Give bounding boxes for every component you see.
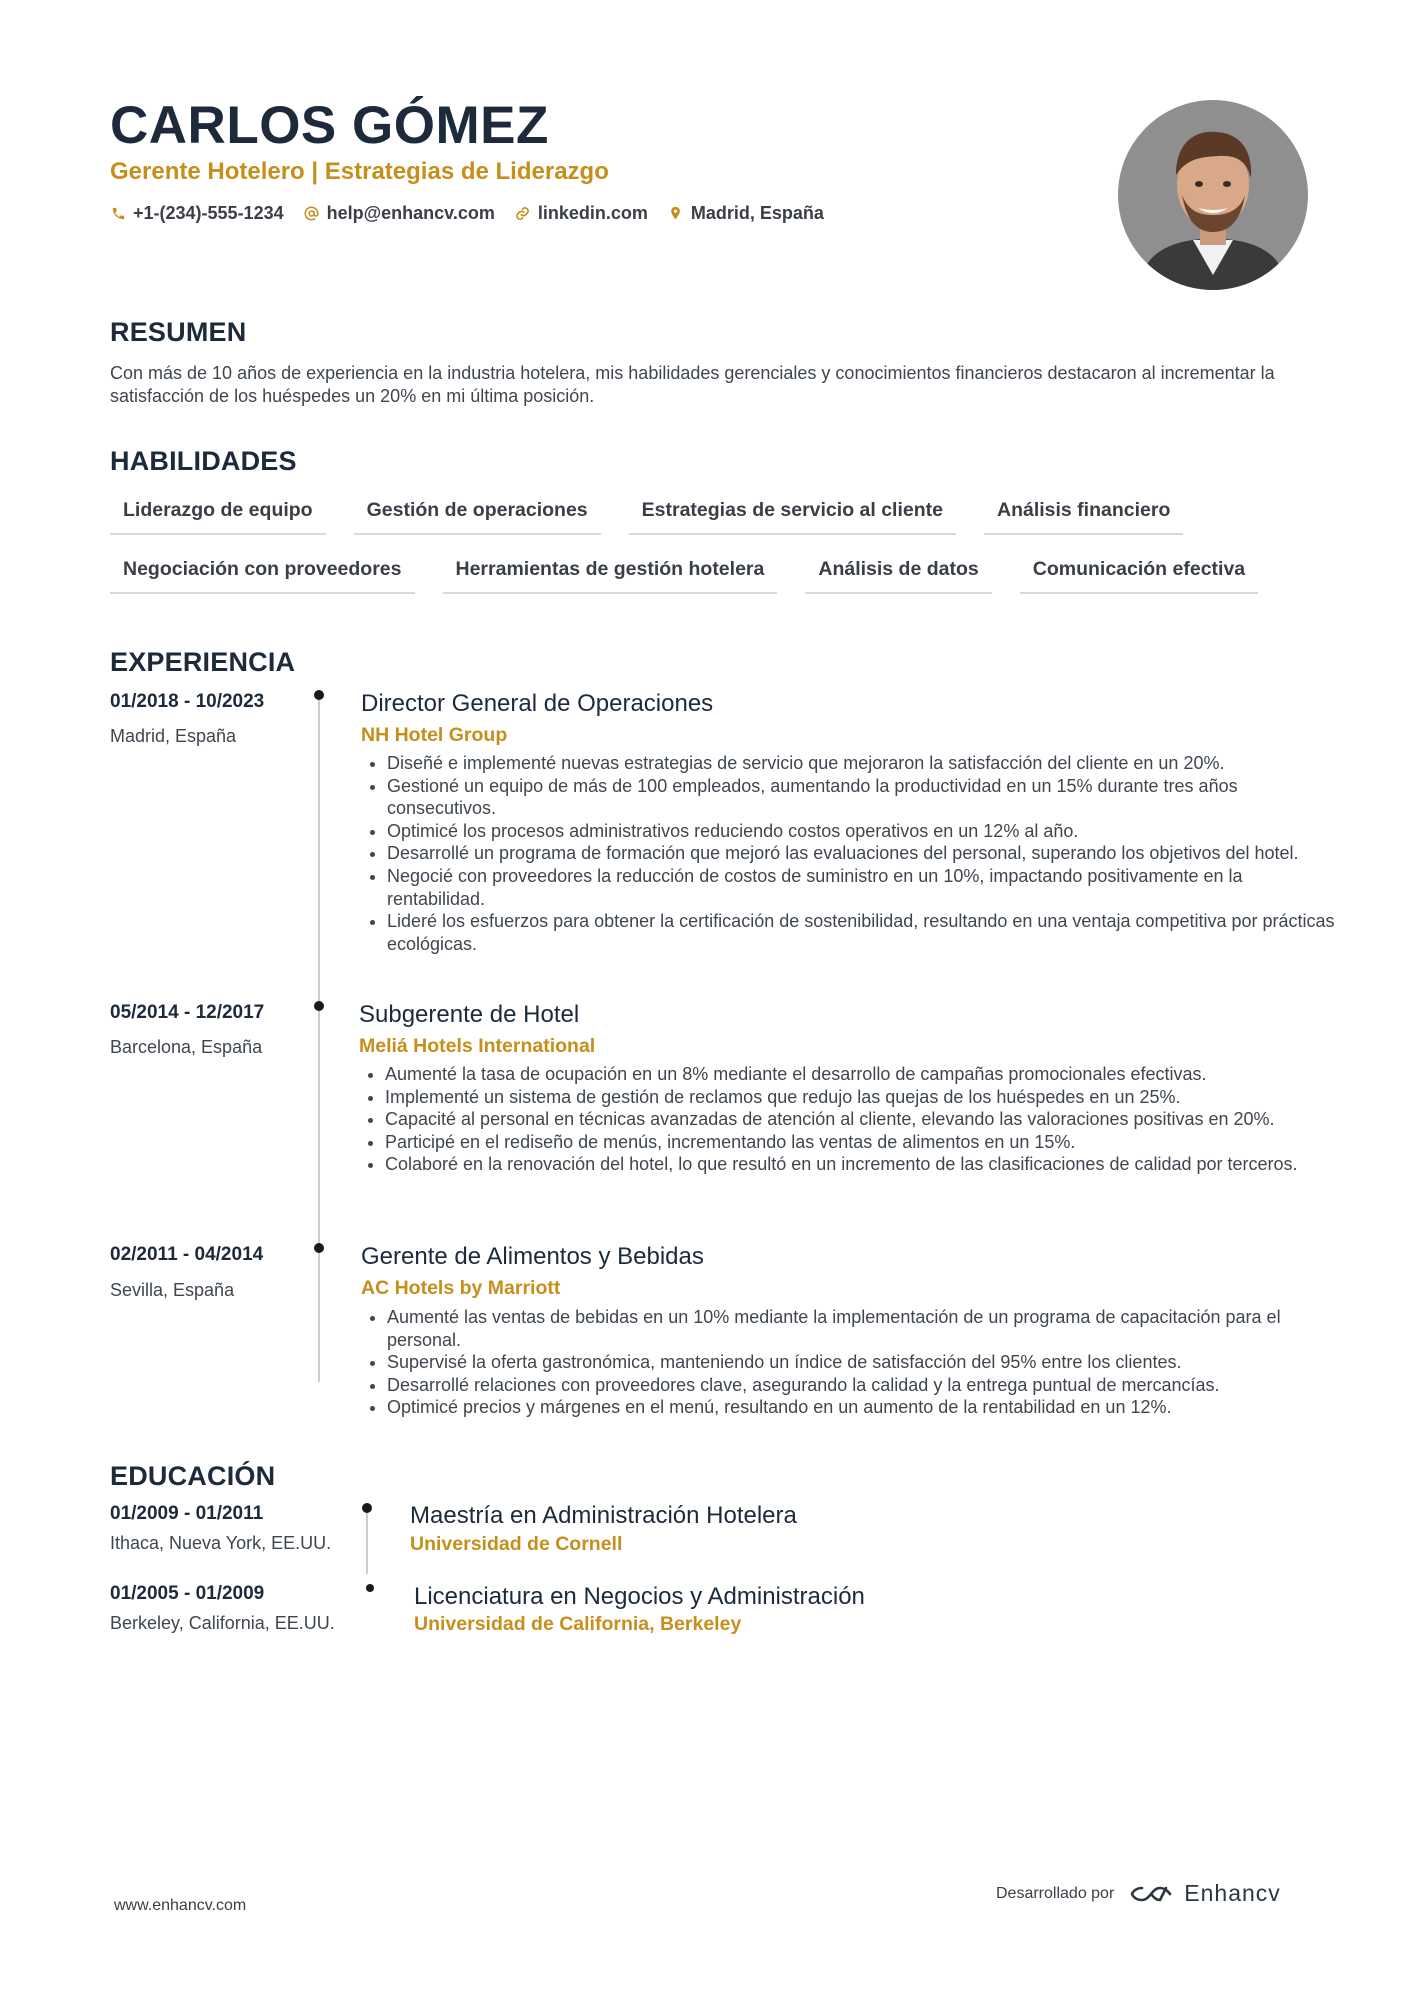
link-icon xyxy=(515,205,531,221)
education-dates: 01/2005 - 01/2009 xyxy=(110,1583,265,1604)
job-title: Gerente de Alimentos y Bebidas xyxy=(361,1243,704,1270)
education-school: Universidad de Cornell xyxy=(410,1533,623,1555)
job-location: Sevilla, España xyxy=(110,1280,235,1300)
job-location: Madrid, España xyxy=(110,726,237,746)
list-item: • Aumenté la tasa de ocupación en un 8% mediante el desarrollo de campañas promocionales efectivas. xyxy=(385,1063,1335,1086)
job-location: Barcelona, España xyxy=(110,1037,263,1057)
job-title: Subgerente de Hotel xyxy=(359,1001,580,1028)
job-company: NH Hotel Group xyxy=(361,724,508,746)
skill-tag: Análisis financiero xyxy=(984,497,1183,535)
education-school: Universidad de California, Berkeley xyxy=(414,1613,742,1635)
list-item: • Diseñé e implementé nuevas estrategias de servicio que mejoraron la satisfacción del cliente en un 20%. xyxy=(387,752,1337,775)
experience-timeline xyxy=(318,700,320,1382)
location-text: Madrid, España xyxy=(690,203,824,223)
skill-tag: Estrategias de servicio al cliente xyxy=(629,497,956,535)
skill-tag: Liderazgo de equipo xyxy=(110,497,326,535)
list-item: • Desarrollé relaciones con proveedores clave, asegurando la calidad y la entrega puntual de mercancías. xyxy=(387,1374,1337,1397)
contact-phone xyxy=(110,200,284,226)
phone-icon xyxy=(110,205,126,221)
skills-row-2 xyxy=(110,556,1286,594)
list-item: • Implementé un sistema de gestión de reclamos que redujo las quejas de los huéspedes en un 25%. xyxy=(385,1086,1335,1109)
timeline-dot xyxy=(314,690,324,700)
job-dates: 05/2014 - 12/2017 xyxy=(110,1002,265,1023)
education-degree: Maestría en Administración Hotelera xyxy=(410,1502,797,1529)
contact-email[interactable] xyxy=(304,200,495,226)
candidate-name: CARLOS GÓMEZ xyxy=(110,96,549,155)
experience-section-title: EXPERIENCIA xyxy=(110,647,296,677)
job-company: AC Hotels by Marriott xyxy=(361,1277,561,1299)
job-title: Director General de Operaciones xyxy=(361,690,714,717)
list-item: • Desarrollé un programa de formación que mejoró las evaluaciones del personal, superando los objetivos del hotel. xyxy=(387,842,1337,865)
timeline-dot xyxy=(362,1503,372,1513)
contact-bar xyxy=(110,200,844,226)
job-dates: 02/2011 - 04/2014 xyxy=(110,1244,264,1265)
email-text: help@enhancv.com xyxy=(326,203,495,223)
list-item: • Participé en el rediseño de menús, incrementando las ventas de alimentos en un 15%. xyxy=(385,1131,1335,1154)
list-item: • Negocié con proveedores la reducción de costos de suministro en un 10%, impactando positivamente en la rentabilidad. xyxy=(387,865,1337,910)
skill-tag: Negociación con proveedores xyxy=(110,556,415,594)
education-dates: 01/2009 - 01/2011 xyxy=(110,1503,264,1524)
candidate-role: Gerente Hotelero | Estrategias de Liderazgo xyxy=(110,158,609,185)
skill-tag: Gestión de operaciones xyxy=(354,497,601,535)
phone-text: +1-(234)-555-1234 xyxy=(133,203,284,223)
enhancv-logo-icon xyxy=(1128,1881,1174,1907)
list-item: • Capacité al personal en técnicas avanzadas de atención al cliente, elevando las valoraciones positivas en 20%. xyxy=(385,1108,1335,1131)
skills-row-1 xyxy=(110,497,1211,535)
skill-tag: Herramientas de gestión hotelera xyxy=(443,556,778,594)
job-company: Meliá Hotels International xyxy=(359,1035,596,1057)
list-item: • Aumenté las ventas de bebidas en un 10% mediante la implementación de un programa de capacitación para el personal. xyxy=(387,1306,1337,1351)
job-bullets xyxy=(361,752,1337,955)
brand-name: Enhancv xyxy=(1184,1880,1281,1906)
education-location: Berkeley, California, EE.UU. xyxy=(110,1613,335,1633)
profile-photo xyxy=(1118,100,1308,290)
education-location: Ithaca, Nueva York, EE.UU. xyxy=(110,1533,332,1553)
list-item: • Optimicé precios y márgenes en el menú, resultando en un aumento de la rentabilidad en un 12%. xyxy=(387,1396,1337,1419)
summary-text: Con más de 10 años de experiencia en la industria hotelera, mis habilidades gerenciales y conocimientos financieros destacaron al incrementar la satisfacción de los huéspedes un 20% en mi última posición. xyxy=(110,363,1275,406)
list-item: • Gestioné un equipo de más de 100 empleados, aumentando la productividad en un 15% durante tres años consecutivos. xyxy=(387,775,1337,820)
list-item: • Supervisé la oferta gastronómica, manteniendo un índice de satisfacción del 95% entre los clientes. xyxy=(387,1351,1337,1374)
timeline-dot xyxy=(366,1584,374,1592)
skills-section-title: HABILIDADES xyxy=(110,446,297,476)
education-degree: Licenciatura en Negocios y Administración xyxy=(414,1583,865,1610)
skill-tag: Comunicación efectiva xyxy=(1020,556,1258,594)
contact-location xyxy=(668,200,824,226)
timeline-dot xyxy=(314,1243,324,1253)
contact-linkedin[interactable] xyxy=(515,200,648,226)
list-item: • Optimicé los procesos administrativos reduciendo costos operativos en un 12% al año. xyxy=(387,820,1337,843)
skill-tag: Análisis de datos xyxy=(805,556,991,594)
linkedin-text: linkedin.com xyxy=(537,203,648,223)
list-item: • Colaboré en la renovación del hotel, lo que resultó en un incremento de las clasificaciones de calidad por terceros. xyxy=(385,1153,1335,1176)
timeline-dot xyxy=(314,1001,324,1011)
summary-section-title: RESUMEN xyxy=(110,317,247,347)
education-timeline xyxy=(366,1510,368,1574)
at-sign-icon xyxy=(304,205,320,221)
powered-by-text: Desarrollado por xyxy=(996,1884,1115,1902)
footer-branding xyxy=(996,1880,1281,1907)
location-pin-icon xyxy=(668,205,684,221)
list-item: • Lideré los esfuerzos para obtener la certificación de sostenibilidad, resultando en una ventaja competitiva por prácticas ecológicas. xyxy=(387,910,1337,955)
education-section-title: EDUCACIÓN xyxy=(110,1461,276,1491)
job-bullets xyxy=(361,1306,1337,1419)
job-dates: 01/2018 - 10/2023 xyxy=(110,691,265,712)
job-bullets xyxy=(359,1063,1335,1176)
footer-website[interactable]: www.enhancv.com xyxy=(114,1897,247,1914)
